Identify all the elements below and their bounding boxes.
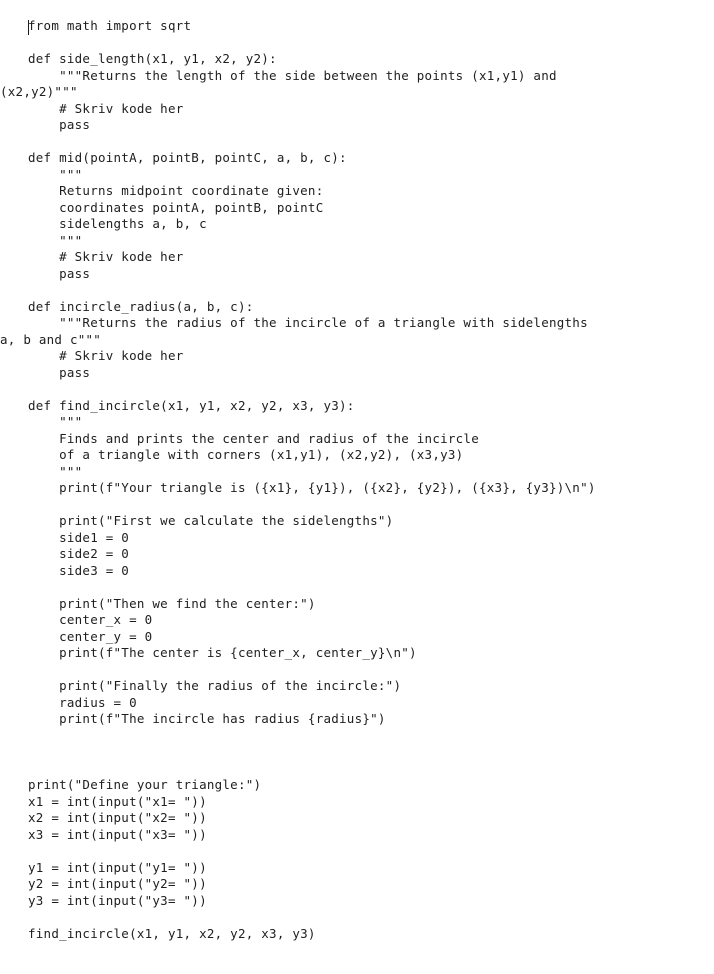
code-line[interactable]: coordinates pointA, pointB, pointC — [28, 199, 324, 215]
code-line[interactable]: def mid(pointA, pointB, pointC, a, b, c): — [28, 150, 347, 165]
code-line[interactable]: y2 = int(input("y2= ")) — [28, 876, 207, 891]
code-line[interactable]: side3 = 0 — [28, 562, 130, 578]
code-line[interactable] — [28, 744, 708, 761]
code-line[interactable]: of a triangle with corners (x1,y1), (x2,y2), (x3,y3) — [28, 447, 464, 462]
code-line[interactable]: def side_length(x1, y1, x2, y2): — [28, 51, 277, 66]
code-line[interactable]: # Skriv kode her — [28, 100, 184, 116]
code-line[interactable] — [28, 761, 708, 778]
code-line[interactable]: Finds and prints the center and radius of the incircle — [28, 430, 479, 446]
code-line[interactable] — [28, 579, 708, 596]
code-line[interactable] — [28, 381, 708, 398]
code-line[interactable]: """Returns the length of the side between the points (x1,y1) and — [28, 67, 557, 83]
code-line[interactable]: print(f"Your triangle is ({x1}, {y1}), ({x2}, {y2}), ({x3}, {y3})\n") — [28, 480, 596, 495]
code-line[interactable]: """ — [28, 463, 83, 479]
code-line[interactable]: radius = 0 — [28, 694, 137, 710]
code-line[interactable]: pass — [28, 364, 91, 380]
code-line[interactable] — [28, 662, 708, 679]
code-line[interactable] — [28, 843, 708, 860]
code-line[interactable]: y3 = int(input("y3= ")) — [28, 892, 207, 908]
code-line[interactable]: pass — [28, 117, 91, 132]
code-line[interactable]: # Skriv kode her — [28, 348, 184, 363]
code-line[interactable]: def incircle_radius(a, b, c): — [28, 298, 254, 314]
code-line[interactable]: pass — [28, 265, 91, 281]
code-line[interactable]: print(f"The center is {center_x, center_y}\n") — [28, 645, 417, 660]
code-line[interactable] — [28, 728, 708, 745]
code-line[interactable] — [28, 497, 708, 514]
code-line[interactable]: print("Then we find the center:") — [28, 595, 316, 611]
code-line[interactable]: """ — [28, 232, 83, 248]
code-line[interactable]: a, b and c""" — [0, 331, 102, 347]
code-line[interactable]: x2 = int(input("x2= ")) — [28, 810, 207, 825]
code-area[interactable] — [0, 18, 708, 942]
code-line[interactable]: Returns midpoint coordinate given: — [28, 183, 324, 198]
code-line[interactable]: center_x = 0 — [28, 612, 153, 627]
code-line[interactable]: side2 = 0 — [28, 546, 130, 561]
code-line[interactable]: y1 = int(input("y1= ")) — [28, 859, 207, 875]
code-line[interactable]: """ — [28, 166, 83, 182]
code-line[interactable]: def find_incircle(x1, y1, x2, y2, x3, y3): — [28, 397, 355, 413]
code-line[interactable]: x1 = int(input("x1= ")) — [28, 793, 207, 809]
code-line[interactable]: """Returns the radius of the incircle of a triangle with sidelengths — [28, 315, 588, 330]
code-line[interactable]: print("First we calculate the sidelengths") — [28, 513, 394, 528]
code-line[interactable] — [28, 35, 708, 52]
code-line[interactable]: find_incircle(x1, y1, x2, y2, x3, y3) — [28, 925, 316, 941]
code-line[interactable]: from math import sqrt — [28, 18, 192, 33]
code-line[interactable] — [28, 909, 708, 926]
code-line[interactable]: print("Define your triangle:") — [28, 777, 262, 792]
code-line[interactable]: center_y = 0 — [28, 628, 153, 644]
code-line[interactable]: sidelengths a, b, c — [28, 216, 207, 231]
code-line[interactable]: print("Finally the radius of the incircle:") — [28, 678, 402, 693]
code-line[interactable] — [28, 134, 708, 151]
code-line[interactable]: print(f"The incircle has radius {radius}") — [28, 711, 386, 726]
code-line[interactable]: # Skriv kode her — [28, 249, 184, 264]
code-line[interactable]: side1 = 0 — [28, 529, 130, 545]
code-line[interactable]: """ — [28, 414, 83, 429]
code-line[interactable] — [28, 282, 708, 299]
code-line[interactable]: (x2,y2)""" — [0, 84, 78, 99]
code-line[interactable]: x3 = int(input("x3= ")) — [28, 826, 207, 842]
